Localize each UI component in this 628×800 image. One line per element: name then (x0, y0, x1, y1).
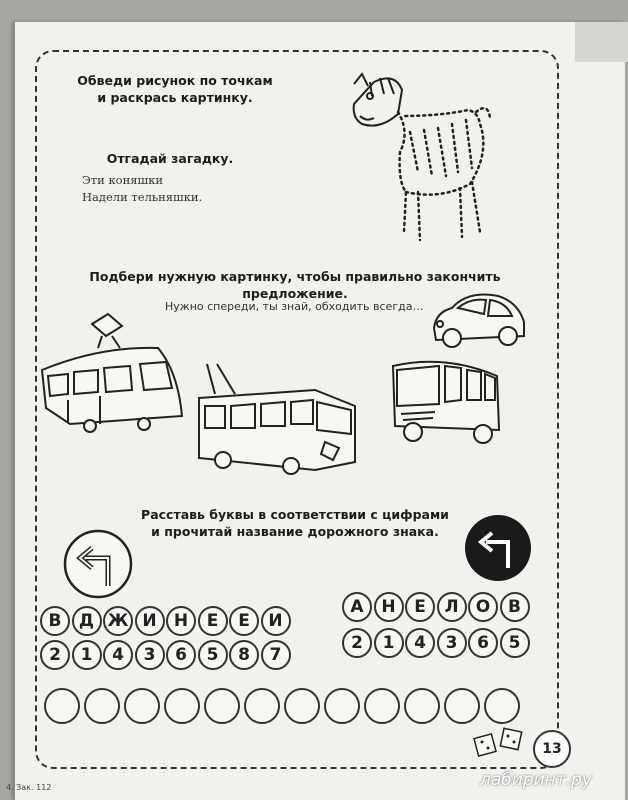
number-cell: 6 (468, 628, 498, 658)
watermark: лабиринт.ру (480, 770, 592, 790)
zebra-dot-picture (340, 72, 490, 252)
page-number: 13 (533, 730, 571, 768)
group1-numbers-row (40, 640, 292, 670)
letter-cell: А (342, 592, 372, 622)
number-cell: 5 (198, 640, 228, 670)
riddle-line1: Эти коняшки (82, 173, 164, 187)
task1-title-line2: и раскрась картинку. (97, 90, 253, 105)
answer-cell[interactable] (404, 688, 440, 724)
task4-title-line1: Расставь буквы в соответствии с цифрами (141, 507, 449, 522)
task3-sentence: Нужно спереди, ты знай, обходить всегда… (165, 300, 424, 313)
number-cell: 8 (229, 640, 259, 670)
task4-title (130, 506, 460, 540)
answer-cell[interactable] (444, 688, 480, 724)
task2-title: Отгадай загадку. (106, 151, 234, 166)
number-cell: 3 (437, 628, 467, 658)
task4-title-line2: и прочитай название дорожного знака. (151, 524, 439, 539)
answer-cell[interactable] (204, 688, 240, 724)
answer-cell[interactable] (164, 688, 200, 724)
answer-cell[interactable] (284, 688, 320, 724)
bus-picture (385, 356, 505, 451)
letter-cell: В (500, 592, 530, 622)
riddle-line2: Надели тельняшки. (82, 190, 203, 204)
letter-cell: Н (374, 592, 404, 622)
sign-black (462, 512, 534, 584)
answer-cell[interactable] (44, 688, 80, 724)
number-cell: 3 (135, 640, 165, 670)
tram-picture (40, 312, 190, 437)
letter-cell: Е (198, 606, 228, 636)
letter-cell: Ж (103, 606, 133, 636)
trolleybus-picture (195, 362, 365, 477)
number-cell: 2 (40, 640, 70, 670)
letter-cell: О (468, 592, 498, 622)
letter-cell: Е (405, 592, 435, 622)
number-cell: 4 (103, 640, 133, 670)
sign-outline (62, 528, 134, 600)
answer-cell[interactable] (84, 688, 120, 724)
number-cell: 6 (166, 640, 196, 670)
dice-icon (472, 722, 532, 762)
number-cell: 2 (342, 628, 372, 658)
answer-row (44, 688, 524, 724)
answer-cell[interactable] (244, 688, 280, 724)
answer-cell[interactable] (324, 688, 360, 724)
group2-numbers-row (342, 628, 531, 658)
letter-cell: И (261, 606, 291, 636)
answer-cell[interactable] (484, 688, 520, 724)
number-cell: 7 (261, 640, 291, 670)
number-cell: 4 (405, 628, 435, 658)
riddle-text (82, 172, 202, 206)
task1-title (70, 72, 280, 106)
letter-cell: И (135, 606, 165, 636)
letter-cell: Н (166, 606, 196, 636)
task1-title-line1: Обведи рисунок по точкам (77, 73, 273, 88)
answer-cell[interactable] (124, 688, 160, 724)
letter-cell: В (40, 606, 70, 636)
print-footer: 4. Зак. 112 (6, 783, 52, 792)
number-cell: 5 (500, 628, 530, 658)
letter-cell: Д (72, 606, 102, 636)
page-corner (575, 22, 628, 62)
group2-letters-row (342, 592, 531, 622)
group1-letters-row (40, 606, 292, 636)
task3-title: Подбери нужную картинку, чтобы правильно закончить предложение. (89, 269, 501, 301)
letter-cell: Л (437, 592, 467, 622)
answer-cell[interactable] (364, 688, 400, 724)
car-picture (428, 288, 528, 352)
number-cell: 1 (72, 640, 102, 670)
number-cell: 1 (374, 628, 404, 658)
letter-cell: Е (229, 606, 259, 636)
